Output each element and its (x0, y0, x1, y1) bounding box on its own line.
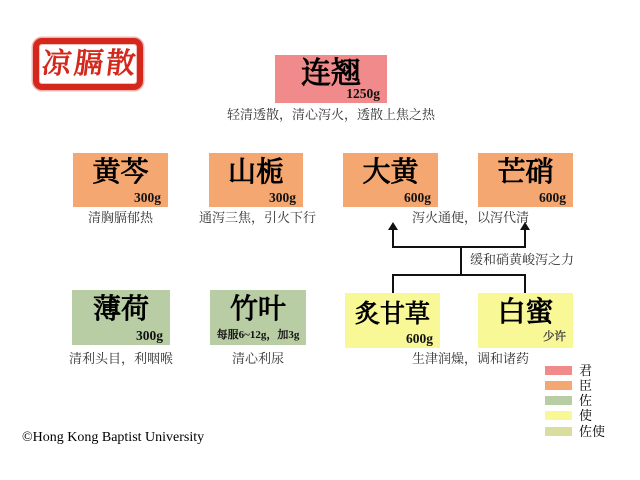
legend-swatch-jun (545, 366, 572, 375)
caption-zhuye: 清心利尿 (231, 351, 284, 366)
herb-dose-dahuang: 600g (404, 189, 431, 205)
legend-label-zuoshi: 佐使 (579, 424, 606, 439)
caption-dahuang-mangxiao: 泻火通便，以泻代清 (411, 210, 529, 225)
herb-name-mangxiao: 芒硝 (497, 157, 554, 188)
herb-name-baimi: 白蜜 (497, 297, 554, 328)
herb-dose-baimi: 少许 (543, 330, 566, 343)
legend-swatch-chen (545, 381, 572, 390)
legend-swatch-zuoshi (545, 427, 572, 436)
connector-hline-bottom (392, 274, 526, 276)
herb-name-huangqin: 黄芩 (92, 157, 149, 188)
legend-item-chen (545, 378, 605, 393)
caption-zhigancao-baimi: 生津润燥，调和诸药 (411, 351, 529, 366)
herb-box-baimi (478, 293, 573, 348)
herb-name-lianqiao: 连翘 (301, 57, 361, 90)
herb-dose-huangqin: 300g (134, 189, 161, 205)
herb-dose-bohe: 300g (136, 327, 163, 343)
legend-label-shi: 使 (579, 408, 593, 423)
caption-shanzhi: 通泻三焦，引火下行 (198, 210, 316, 225)
herb-box-zhigancao (345, 293, 440, 348)
connector-stub-right (524, 274, 526, 293)
herb-name-bohe: 薄荷 (92, 294, 149, 325)
herb-box-zhuye (210, 290, 306, 345)
herb-dose-mangxiao: 600g (539, 189, 566, 205)
herb-name-shanzhi: 山栀 (227, 157, 284, 188)
role-legend (545, 363, 605, 439)
legend-swatch-zuo (545, 396, 572, 405)
caption-lianqiao: 轻清透散，清心泻火，透散上焦之热 (226, 107, 435, 122)
herb-box-huangqin (73, 153, 168, 207)
copyright-text: ©Hong Kong Baptist University (22, 430, 205, 445)
herb-name-zhuye: 竹叶 (229, 294, 286, 325)
legend-item-zuo (545, 393, 605, 408)
herb-box-mangxiao (478, 153, 573, 207)
connector-hline-top (392, 246, 526, 248)
connector-vline-middle (460, 246, 462, 276)
connector-label: 缓和硝黄峻泻之力 (470, 252, 575, 267)
herb-dose-lianqiao: 1250g (346, 85, 380, 101)
herb-box-lianqiao (275, 55, 387, 103)
legend-label-jun: 君 (579, 363, 593, 378)
legend-item-jun (545, 363, 605, 378)
legend-label-chen: 臣 (579, 378, 593, 393)
legend-item-zuoshi (545, 424, 605, 439)
legend-label-zuo: 佐 (579, 393, 593, 408)
herb-box-dahuang (343, 153, 438, 207)
herb-dose-zhigancao: 600g (406, 330, 433, 346)
legend-item-shi (545, 408, 605, 423)
herb-name-dahuang: 大黄 (362, 157, 419, 188)
connector-stub-left (392, 274, 394, 293)
formula-title: 凉膈散 (39, 47, 140, 80)
herb-name-zhigancao: 炙甘草 (354, 301, 430, 328)
formula-stamp (33, 38, 143, 90)
herb-box-shanzhi (209, 153, 303, 207)
legend-swatch-shi (545, 411, 572, 420)
herb-dose-zhuye: 每服6~12g，加3g (216, 329, 300, 341)
caption-bohe: 清利头目，利咽喉 (68, 351, 173, 366)
herb-box-bohe (72, 290, 170, 345)
caption-huangqin: 清胸膈郁热 (87, 210, 153, 225)
herb-dose-shanzhi: 300g (269, 189, 296, 205)
